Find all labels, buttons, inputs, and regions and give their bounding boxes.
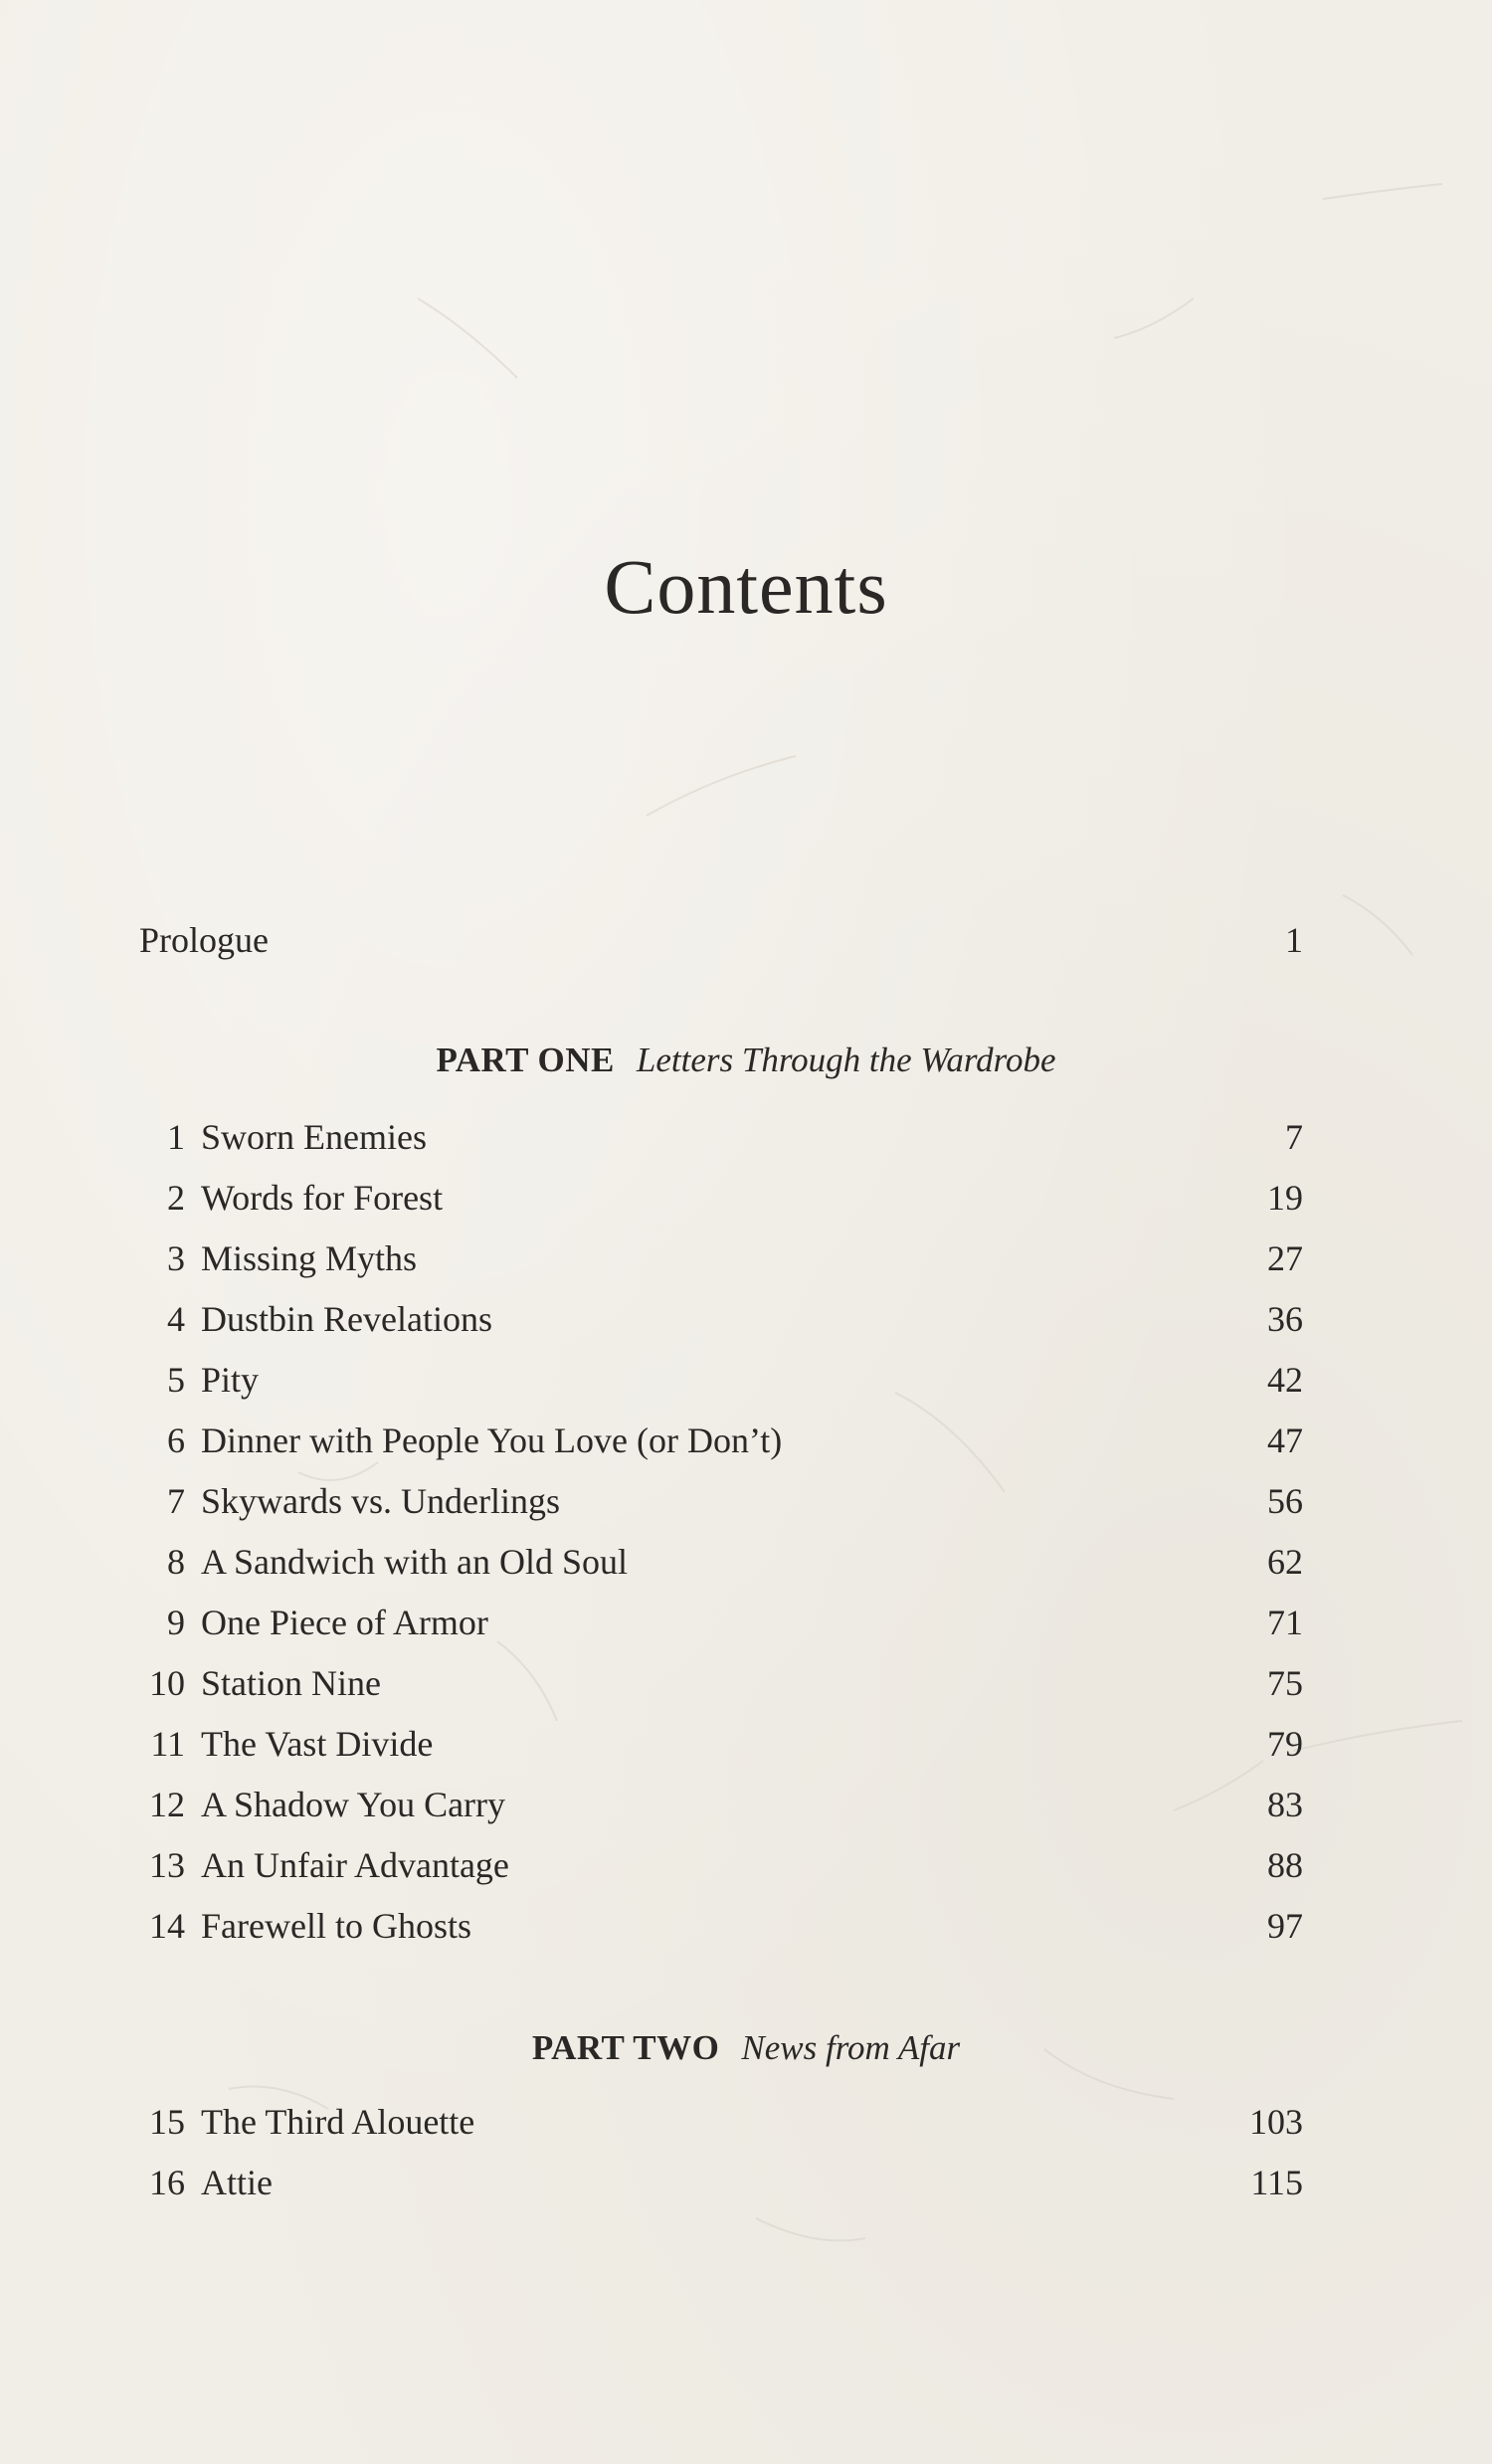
chapter-number: 10	[149, 1663, 185, 1703]
chapter-page: 62	[1267, 1542, 1303, 1582]
toc-entry	[139, 1415, 1303, 1466]
toc-entry	[139, 1718, 1303, 1770]
chapter-number: 7	[167, 1481, 185, 1521]
chapter-page: 56	[1267, 1481, 1303, 1521]
chapter-page: 71	[1267, 1603, 1303, 1642]
chapter-number: 16	[149, 2163, 185, 2202]
toc-entry	[139, 1597, 1303, 1648]
part-label: PART TWO	[531, 2028, 720, 2067]
chapter-page: 47	[1267, 1421, 1303, 1460]
chapter-page: 79	[1267, 1724, 1303, 1764]
part-subtitle: Letters Through the Wardrobe	[636, 1041, 1056, 1079]
chapter-title: An Unfair Advantage	[201, 1845, 509, 1885]
chapter-title: The Vast Divide	[201, 1724, 434, 1764]
toc-entry	[139, 1232, 1303, 1284]
chapter-page: 103	[1249, 2102, 1303, 2142]
part-heading-two	[0, 2022, 1492, 2074]
toc-entry	[139, 1657, 1303, 1709]
chapter-number: 15	[149, 2102, 185, 2142]
chapter-title: Dustbin Revelations	[201, 1299, 492, 1339]
chapter-title: Missing Myths	[201, 1238, 418, 1278]
toc-entry	[139, 1779, 1303, 1830]
chapter-number: 11	[150, 1724, 185, 1764]
chapter-title: Skywards vs. Underlings	[201, 1481, 560, 1521]
chapter-title: Station Nine	[201, 1663, 381, 1703]
chapter-title: Attie	[201, 2163, 273, 2202]
toc-entry	[139, 1536, 1303, 1588]
chapter-title: Pity	[201, 1360, 260, 1400]
toc-entry	[139, 1293, 1303, 1345]
chapter-page: 42	[1267, 1360, 1303, 1400]
part-subtitle: News from Afar	[741, 2028, 961, 2067]
chapter-title: Words for Forest	[201, 1178, 444, 1218]
chapter-page: 7	[1285, 1117, 1303, 1157]
toc-entry-prologue	[139, 914, 1303, 966]
chapter-number: 4	[167, 1299, 185, 1339]
chapter-number: 14	[149, 1906, 185, 1946]
toc-entry	[139, 1354, 1303, 1406]
chapter-page: 83	[1267, 1785, 1303, 1824]
chapter-number: 6	[167, 1421, 185, 1460]
chapter-page: 19	[1267, 1178, 1303, 1218]
chapter-number: 1	[167, 1117, 185, 1157]
chapter-title: A Sandwich with an Old Soul	[201, 1542, 628, 1582]
toc-entry	[139, 1839, 1303, 1891]
chapter-title: Farewell to Ghosts	[201, 1906, 471, 1946]
toc-entry	[139, 2096, 1303, 2148]
toc-entry	[139, 2157, 1303, 2208]
part-heading-one	[0, 1035, 1492, 1086]
chapter-page: 27	[1267, 1238, 1303, 1278]
chapter-number: 12	[149, 1785, 185, 1824]
chapter-number: 2	[167, 1178, 185, 1218]
toc-entry-title: Prologue	[139, 920, 269, 960]
chapter-page: 75	[1267, 1663, 1303, 1703]
toc-entry	[139, 1900, 1303, 1952]
toc-entry	[139, 1475, 1303, 1527]
chapter-number: 8	[167, 1542, 185, 1582]
toc-entry	[139, 1172, 1303, 1224]
chapter-number: 13	[149, 1845, 185, 1885]
chapter-title: The Third Alouette	[201, 2102, 475, 2142]
chapter-title: Dinner with People You Love (or Don’t)	[201, 1421, 783, 1460]
chapter-title: One Piece of Armor	[201, 1603, 488, 1642]
chapter-page: 88	[1267, 1845, 1303, 1885]
chapter-page: 97	[1267, 1906, 1303, 1946]
toc-entry	[139, 1111, 1303, 1163]
chapter-title: Sworn Enemies	[201, 1117, 427, 1157]
chapter-number: 3	[167, 1238, 185, 1278]
chapter-title: A Shadow You Carry	[201, 1785, 506, 1824]
page-title: Contents	[604, 543, 888, 630]
toc-entry-page: 1	[1285, 920, 1303, 960]
chapter-page: 36	[1267, 1299, 1303, 1339]
chapter-number: 9	[167, 1603, 185, 1642]
chapter-number: 5	[167, 1360, 185, 1400]
part-label: PART ONE	[436, 1041, 615, 1079]
chapter-page: 115	[1250, 2163, 1303, 2202]
